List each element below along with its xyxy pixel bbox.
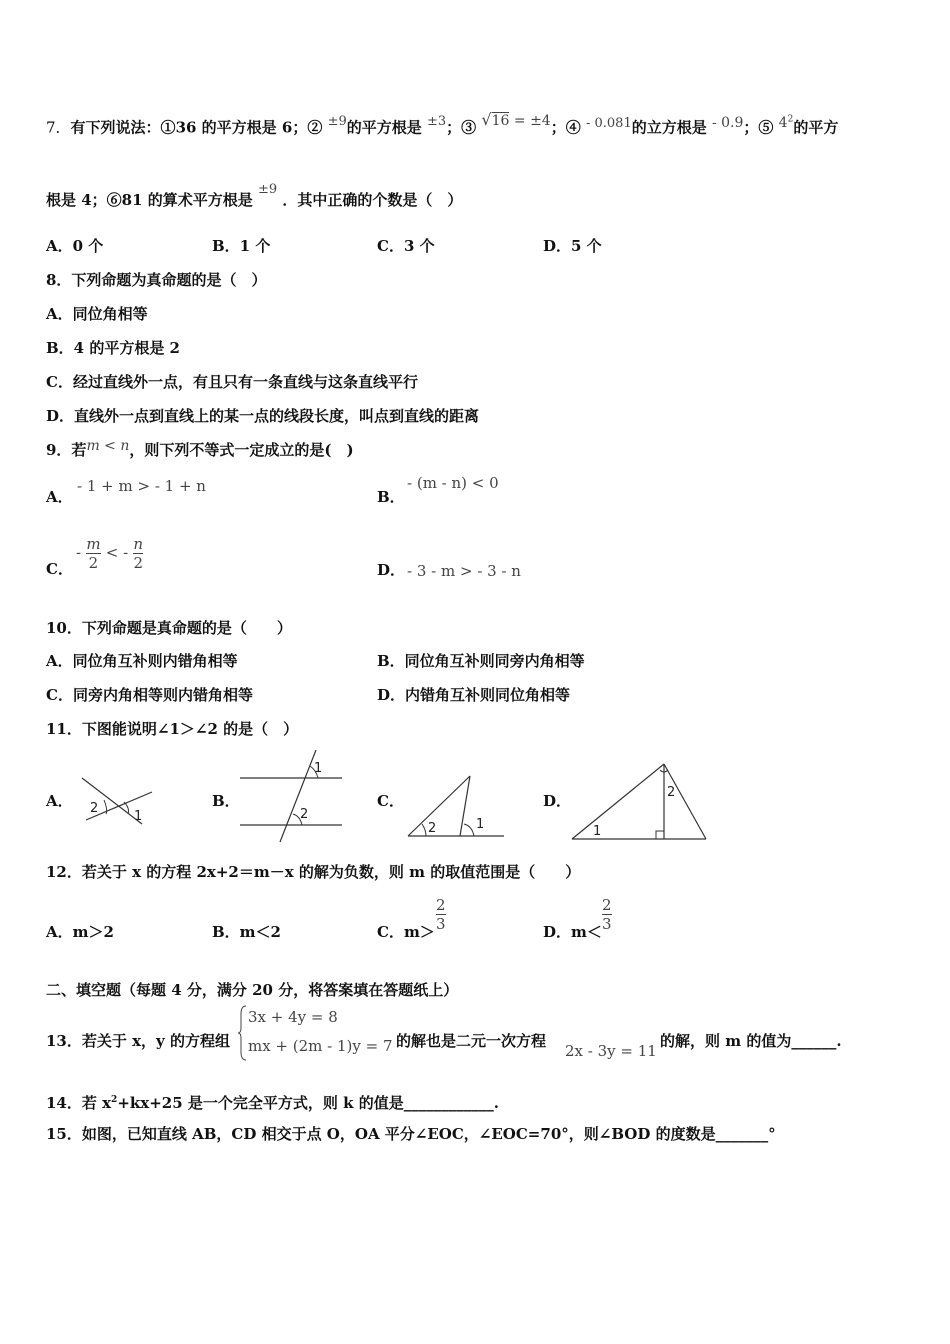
q9-frac-n-2: $\frac{n}{2}$ — [133, 535, 144, 572]
q13-eq1: 3x + 4y = 8 — [248, 1008, 338, 1026]
q12-option-b[interactable]: B．m＜2 — [212, 923, 281, 941]
q15-stem: 15．如图，已知直线 AB，CD 相交于点 O，OA 平分∠EOC，∠EOC=70°，则∠BOD 的度数是_______° — [46, 1125, 776, 1143]
q11b-label-2: 2 — [300, 807, 309, 822]
q9-frac-m-2: $\frac{m}{2}$ — [86, 535, 101, 572]
q10-option-a[interactable]: A．同位角互补则内错角相等 — [46, 652, 238, 670]
q7-option-d[interactable]: D．5 个 — [543, 237, 602, 255]
q7-math-neg0081: - 0.081 — [585, 115, 632, 131]
q11c-label-1: 1 — [476, 817, 485, 832]
q11-figure-a — [78, 770, 158, 830]
q8-option-c[interactable]: C．经过直线外一点，有且只有一条直线与这条直线平行 — [46, 373, 418, 391]
q11b-transversal — [280, 750, 316, 842]
q12-option-a[interactable]: A．m＞2 — [46, 923, 114, 941]
q14-stem: 14．若 $x^2+kx+25$ 是一个完全平方式，则 k 的值是____________. — [46, 1094, 499, 1112]
q11b-label-1: 1 — [314, 761, 323, 776]
q7-math-pm9: ±9 — [327, 113, 347, 129]
q11c-side-left — [408, 776, 470, 836]
q10-option-c[interactable]: C．同旁内角相等则内错角相等 — [46, 686, 253, 704]
q11d-hypotenuse — [572, 764, 664, 839]
q8-option-d[interactable]: D．直线外一点到直线上的某一点的线段长度，叫点到直线的距离 — [46, 407, 480, 425]
q11a-label-2: 2 — [90, 801, 99, 816]
q11-figure-b — [236, 748, 346, 844]
q7-option-c[interactable]: C．3 个 — [377, 237, 435, 255]
q11d-right-angle-mark — [656, 831, 664, 839]
q7-option-a[interactable]: A．0 个 — [46, 237, 104, 255]
q11d-label-2: 2 — [667, 785, 676, 800]
q11c-arc-2 — [422, 824, 426, 836]
q10-stem: 10．下列命题是真命题的是（ ） — [46, 619, 292, 637]
q11-label-d[interactable]: D． — [543, 792, 572, 810]
q8-option-b[interactable]: B．4 的平方根是 2 — [46, 339, 180, 357]
q11-stem: 11．下图能说明∠1＞∠2 的是（ ） — [46, 720, 299, 738]
q12-option-d-frac: $\frac{2}{3}$ — [602, 896, 612, 933]
q12-option-c[interactable]: C．m＞ — [377, 923, 435, 941]
q13-eq2: mx + (2m - 1)y = 7 — [248, 1037, 393, 1055]
q11-label-a[interactable]: A． — [46, 792, 73, 810]
q7-math-neg09: - 0.9 — [711, 114, 744, 131]
q9-option-c-expr: - $\frac{m}{2}$ < - $\frac{n}{2}$ — [76, 535, 144, 572]
q13-eq3: 2x - 3y = 11 — [565, 1042, 657, 1060]
q13-brace — [238, 1004, 248, 1062]
q9-stem: 9．若m < n，则下列不等式一定成立的是( ) — [46, 438, 354, 459]
q11-figure-d — [568, 760, 710, 842]
section-2-title: 二、填空题（每题 4 分，满分 20 分，将答案填在答题纸上） — [46, 981, 459, 999]
q12-option-d[interactable]: D．m＜ — [543, 923, 602, 941]
q9-option-d-expr: - 3 - m > - 3 - n — [407, 562, 521, 580]
q7-option-b[interactable]: B．1 个 — [212, 237, 271, 255]
q9-label-b[interactable]: B． — [377, 488, 405, 506]
q11d-label-1: 1 — [593, 824, 602, 839]
q9-option-b-expr: - (m - n) < 0 — [407, 474, 499, 492]
q7-number: 7． — [46, 118, 71, 137]
q9-option-a-expr: - 1 + m > - 1 + n — [77, 477, 206, 495]
q11-label-b[interactable]: B． — [212, 792, 240, 810]
q12-stem: 12．若关于 x 的方程 2x+2＝m－x 的解为负数，则 m 的取值范围是（ ） — [46, 863, 581, 881]
q7-math-pm3: ±3 — [426, 113, 447, 129]
q7-math-pm9-b: ±9 — [258, 182, 278, 197]
q10-option-b[interactable]: B．同位角互补则同旁内角相等 — [377, 652, 585, 670]
q9-label-a[interactable]: A． — [46, 488, 73, 506]
q7-math-sqrt16: √16 = ±4 — [481, 109, 551, 129]
q9-condition: m < n — [86, 438, 130, 454]
q7-line2: 根是 4；⑥81 的算术平方根是 ±9 ．其中正确的个数是（ ） — [46, 182, 463, 209]
q13-stem-c: 的解，则 m 的值为______. — [660, 1032, 842, 1050]
q12-option-c-frac: $\frac{2}{3}$ — [436, 896, 446, 933]
q13-stem-b: 的解也是二元一次方程 — [396, 1032, 547, 1050]
q9-label-c[interactable]: C． — [46, 560, 73, 578]
q7-line1: 7．有下列说法：①36 的平方根是 6；② ±9的平方根是 ±3；③ √16 = ±4；④ - 0.081的立方根是 - 0.9；⑤ $4^2$的平方 — [46, 109, 839, 137]
q11c-label-2: 2 — [428, 821, 437, 836]
q9-label-d[interactable]: D． — [377, 561, 406, 579]
q11-figure-c — [404, 774, 508, 840]
q7-math-4sq: $4^2$ — [778, 114, 794, 131]
q11a-label-1: 1 — [134, 809, 143, 824]
q13-stem-a: 13．若关于 x，y 的方程组 — [46, 1032, 230, 1050]
q10-option-d[interactable]: D．内错角互补则同位角相等 — [377, 686, 571, 704]
q8-stem: 8．下列命题为真命题的是（ ） — [46, 271, 267, 289]
q11d-right-side — [664, 764, 706, 839]
q11-label-c[interactable]: C． — [377, 792, 404, 810]
q8-option-a[interactable]: A．同位角相等 — [46, 305, 148, 323]
q11c-arc-1 — [464, 824, 474, 836]
